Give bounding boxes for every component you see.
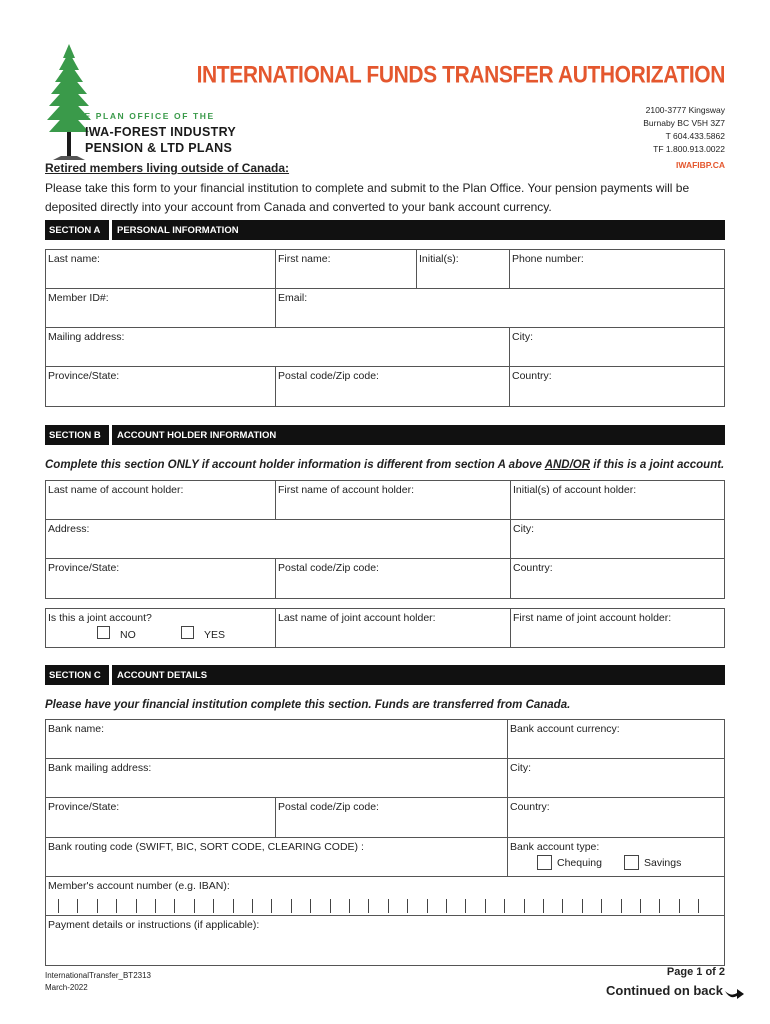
last-name-field[interactable]: Last name: <box>45 249 276 289</box>
logo-tagline: THE PLAN OFFICE OF THE <box>70 111 215 121</box>
email-field[interactable]: Email: <box>275 288 725 328</box>
mailing-address-field[interactable]: Mailing address: <box>45 327 510 367</box>
office-address <box>643 104 725 156</box>
account-number-box-divider <box>524 899 525 913</box>
account-number-box-divider <box>582 899 583 913</box>
form-title: INTERNATIONAL FUNDS TRANSFER AUTHORIZATION <box>196 62 725 89</box>
holder-last-name-field[interactable]: Last name of account holder: <box>45 480 276 520</box>
holder-postal-code-field[interactable]: Postal code/Zip code: <box>275 558 511 599</box>
account-number-box-divider <box>330 899 331 913</box>
phone-number: T 604.433.5862 <box>665 131 725 141</box>
savings-checkbox[interactable] <box>624 855 639 870</box>
account-number-box-divider <box>621 899 622 913</box>
payment-details-field[interactable]: Payment details or instructions (if applicable): <box>45 915 725 966</box>
account-number-box-divider <box>698 899 699 913</box>
website-link[interactable]: IWAFIBP.CA <box>676 160 725 170</box>
intro-text: Please take this form to your financial institution to complete and submit to the Plan Office. Your pension payments will be deposited directly into your account from Canada and converted to your bank account currency. <box>45 181 690 214</box>
account-number-box-divider <box>310 899 311 913</box>
account-number-box-divider <box>679 899 680 913</box>
province-field[interactable]: Province/State: <box>45 366 276 407</box>
page-number: Page 1 of 2 <box>666 966 725 978</box>
phone-field[interactable]: Phone number: <box>509 249 725 289</box>
address-line2: Burnaby BC V5H 3Z7 <box>643 118 725 128</box>
bank-province-field[interactable]: Province/State: <box>45 797 276 838</box>
bank-name-field[interactable]: Bank name: <box>45 719 508 759</box>
account-number-box-divider <box>194 899 195 913</box>
account-number-box-divider <box>116 899 117 913</box>
account-number-box-divider <box>543 899 544 913</box>
bank-country-field[interactable]: Country: <box>507 797 725 838</box>
account-number-box-divider <box>77 899 78 913</box>
section-b-code: SECTION B <box>49 430 101 441</box>
account-number-box-divider <box>368 899 369 913</box>
joint-yes-label: YES <box>204 629 226 641</box>
bank-city-field[interactable]: City: <box>507 758 725 798</box>
holder-address-field[interactable]: Address: <box>45 519 511 559</box>
chequing-checkbox[interactable] <box>537 855 552 870</box>
postal-code-field[interactable]: Postal code/Zip code: <box>275 366 510 407</box>
arrow-right-icon <box>725 987 745 1001</box>
joint-yes-checkbox[interactable] <box>181 626 194 639</box>
holder-province-field[interactable]: Province/State: <box>45 558 276 599</box>
account-number-box-divider <box>213 899 214 913</box>
account-number-field[interactable]: Member's account number (e.g. IBAN): <box>45 876 725 916</box>
account-number-box-divider <box>562 899 563 913</box>
account-number-box-divider <box>485 899 486 913</box>
account-type-field: Bank account type: <box>507 837 725 877</box>
account-number-box-divider <box>446 899 447 913</box>
holder-first-name-field[interactable]: First name of account holder: <box>275 480 511 520</box>
account-number-box-divider <box>465 899 466 913</box>
first-name-field[interactable]: First name: <box>275 249 417 289</box>
joint-first-name-field[interactable]: First name of joint account holder: <box>510 608 725 648</box>
member-id-field[interactable]: Member ID#: <box>45 288 276 328</box>
account-number-box-divider <box>388 899 389 913</box>
account-number-box-divider <box>271 899 272 913</box>
form-code: InternationalTransfer_BT2313 <box>45 971 151 980</box>
section-a-title: PERSONAL INFORMATION <box>117 225 239 236</box>
account-number-box-divider <box>601 899 602 913</box>
account-number-box-divider <box>407 899 408 913</box>
savings-label: Savings <box>644 857 682 869</box>
account-number-box-divider <box>427 899 428 913</box>
account-number-box-divider <box>252 899 253 913</box>
initials-field[interactable]: Initial(s): <box>416 249 510 289</box>
section-a-header <box>45 220 725 240</box>
country-field[interactable]: Country: <box>509 366 725 407</box>
routing-code-field[interactable]: Bank routing code (SWIFT, BIC, SORT CODE, CLEARING CODE) : <box>45 837 508 877</box>
holder-initials-field[interactable]: Initial(s) of account holder: <box>510 480 725 520</box>
section-c-header <box>45 665 725 685</box>
account-number-box-divider <box>155 899 156 913</box>
account-number-box-divider <box>233 899 234 913</box>
section-b-note: Complete this section ONLY if account holder information is different from section A above AND/OR if this is a joint account. <box>45 459 725 471</box>
and-or-emphasis: AND/OR <box>544 459 591 471</box>
joint-last-name-field[interactable]: Last name of joint account holder: <box>275 608 511 648</box>
form-date: March-2022 <box>45 983 88 992</box>
section-b-title: ACCOUNT HOLDER INFORMATION <box>117 430 277 441</box>
account-number-box-divider <box>58 899 59 913</box>
joint-account-question: Is this a joint account? <box>45 608 276 648</box>
continued-on-back: Continued on back <box>606 983 723 998</box>
account-number-box-divider <box>349 899 350 913</box>
section-c-code: SECTION C <box>49 670 101 681</box>
intro-heading: Retired members living outside of Canada: <box>45 161 290 175</box>
bank-postal-code-field[interactable]: Postal code/Zip code: <box>275 797 508 838</box>
section-a-code: SECTION A <box>49 225 101 236</box>
section-b-header <box>45 425 725 445</box>
joint-no-checkbox[interactable] <box>97 626 110 639</box>
logo-name-line1: IWA-FOREST INDUSTRY <box>85 125 237 139</box>
bank-currency-field[interactable]: Bank account currency: <box>507 719 725 759</box>
city-field[interactable]: City: <box>509 327 725 367</box>
chequing-label: Chequing <box>557 857 602 869</box>
account-number-box-divider <box>504 899 505 913</box>
holder-country-field[interactable]: Country: <box>510 558 725 599</box>
bank-address-field[interactable]: Bank mailing address: <box>45 758 508 798</box>
address-line1: 2100-3777 Kingsway <box>645 105 725 115</box>
joint-no-label: NO <box>120 629 136 641</box>
account-number-box-divider <box>97 899 98 913</box>
logo-name-line2: PENSION & LTD PLANS <box>85 141 233 155</box>
account-number-box-divider <box>291 899 292 913</box>
account-number-box-divider <box>174 899 175 913</box>
account-number-box-divider <box>640 899 641 913</box>
holder-city-field[interactable]: City: <box>510 519 725 559</box>
section-c-note: Please have your financial institution complete this section. Funds are transferred from Canada. <box>45 699 571 711</box>
tollfree-number: TF 1.800.913.0022 <box>653 144 725 154</box>
section-c-title: ACCOUNT DETAILS <box>117 670 208 681</box>
account-number-box-divider <box>659 899 660 913</box>
account-number-box-divider <box>136 899 137 913</box>
